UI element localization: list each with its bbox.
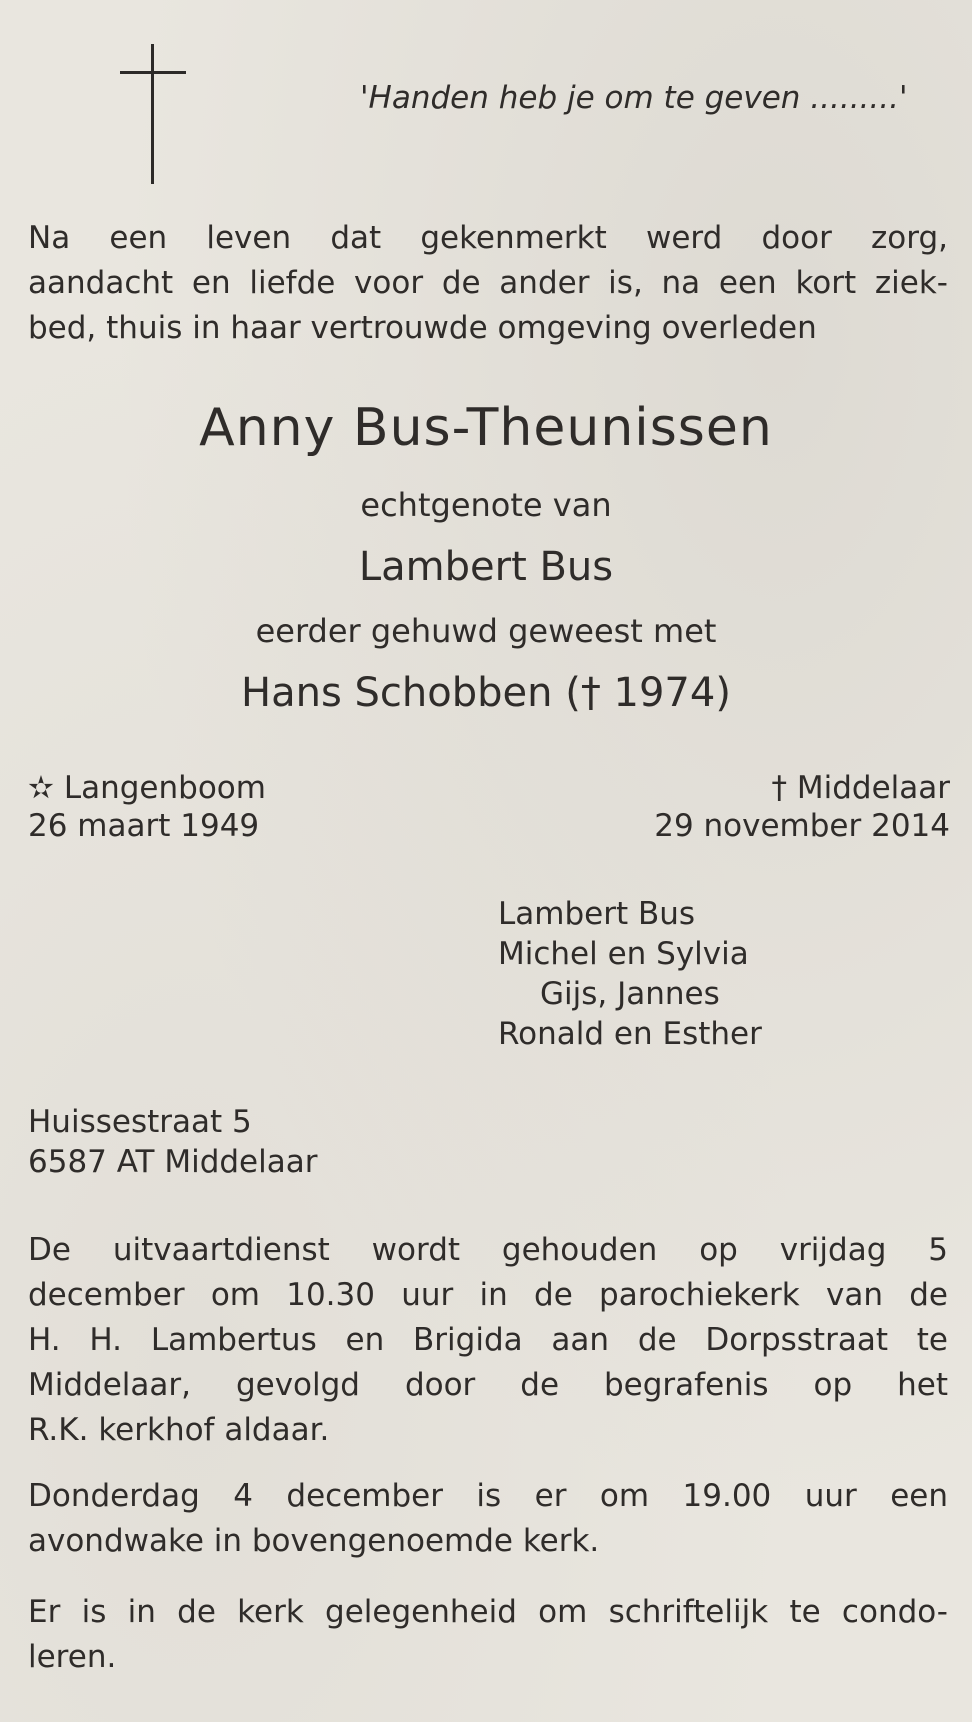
address-postcode: 6587 AT Middelaar xyxy=(28,1144,318,1180)
death-place: † Middelaar xyxy=(771,770,950,806)
cross-icon xyxy=(120,44,186,184)
intro-line-2: aandacht en liefde voor de ander is, na een kort ziek- xyxy=(28,265,948,301)
service-line: De uitvaartdienst wordt gehouden op vrijdag 5 xyxy=(28,1232,948,1268)
intro-line-1: Na een leven dat gekenmerkt werd door zorg, xyxy=(28,220,948,256)
vigil-text xyxy=(28,1474,948,1564)
birth-place: ✫ Langenboom xyxy=(28,770,266,806)
former-spouse-name: Hans Schobben († 1974) xyxy=(241,670,731,716)
intro-text xyxy=(28,216,948,351)
former-spouse-label: eerder gehuwd geweest met xyxy=(255,612,717,650)
birth-date: 26 maart 1949 xyxy=(28,808,260,844)
family-member: Michel en Sylvia xyxy=(498,936,749,972)
intro-line-3: bed, thuis in haar vertrouwde omgeving overleden xyxy=(28,310,817,346)
service-line: R.K. kerkhof aldaar. xyxy=(28,1412,330,1448)
service-line: H. H. Lambertus en Brigida aan de Dorpsstraat te xyxy=(28,1322,948,1358)
service-line: Middelaar, gevolgd door de begrafenis op het xyxy=(28,1367,948,1403)
service-line: december om 10.30 uur in de parochiekerk van de xyxy=(28,1277,948,1313)
vigil-line: Donderdag 4 december is er om 19.00 uur een xyxy=(28,1478,948,1514)
vigil-line: avondwake in bovengenoemde kerk. xyxy=(28,1523,600,1559)
address-street: Huissestraat 5 xyxy=(28,1104,252,1140)
death-date: 29 november 2014 xyxy=(654,808,950,844)
family-member: Ronald en Esther xyxy=(498,1016,762,1052)
service-text xyxy=(28,1228,948,1453)
family-member: Gijs, Jannes xyxy=(540,976,720,1012)
condolence-line: leren. xyxy=(28,1639,117,1675)
family-member: Lambert Bus xyxy=(498,896,696,932)
deceased-name: Anny Bus-Theunissen xyxy=(199,398,773,458)
condolence-text xyxy=(28,1590,948,1680)
spouse-name: Lambert Bus xyxy=(358,544,614,590)
condolence-line: Er is in de kerk gelegenheid om schriftelijk te condo- xyxy=(28,1594,948,1630)
quote: 'Handen heb je om te geven .........' xyxy=(360,80,908,116)
spouse-label: echtgenote van xyxy=(360,486,612,524)
